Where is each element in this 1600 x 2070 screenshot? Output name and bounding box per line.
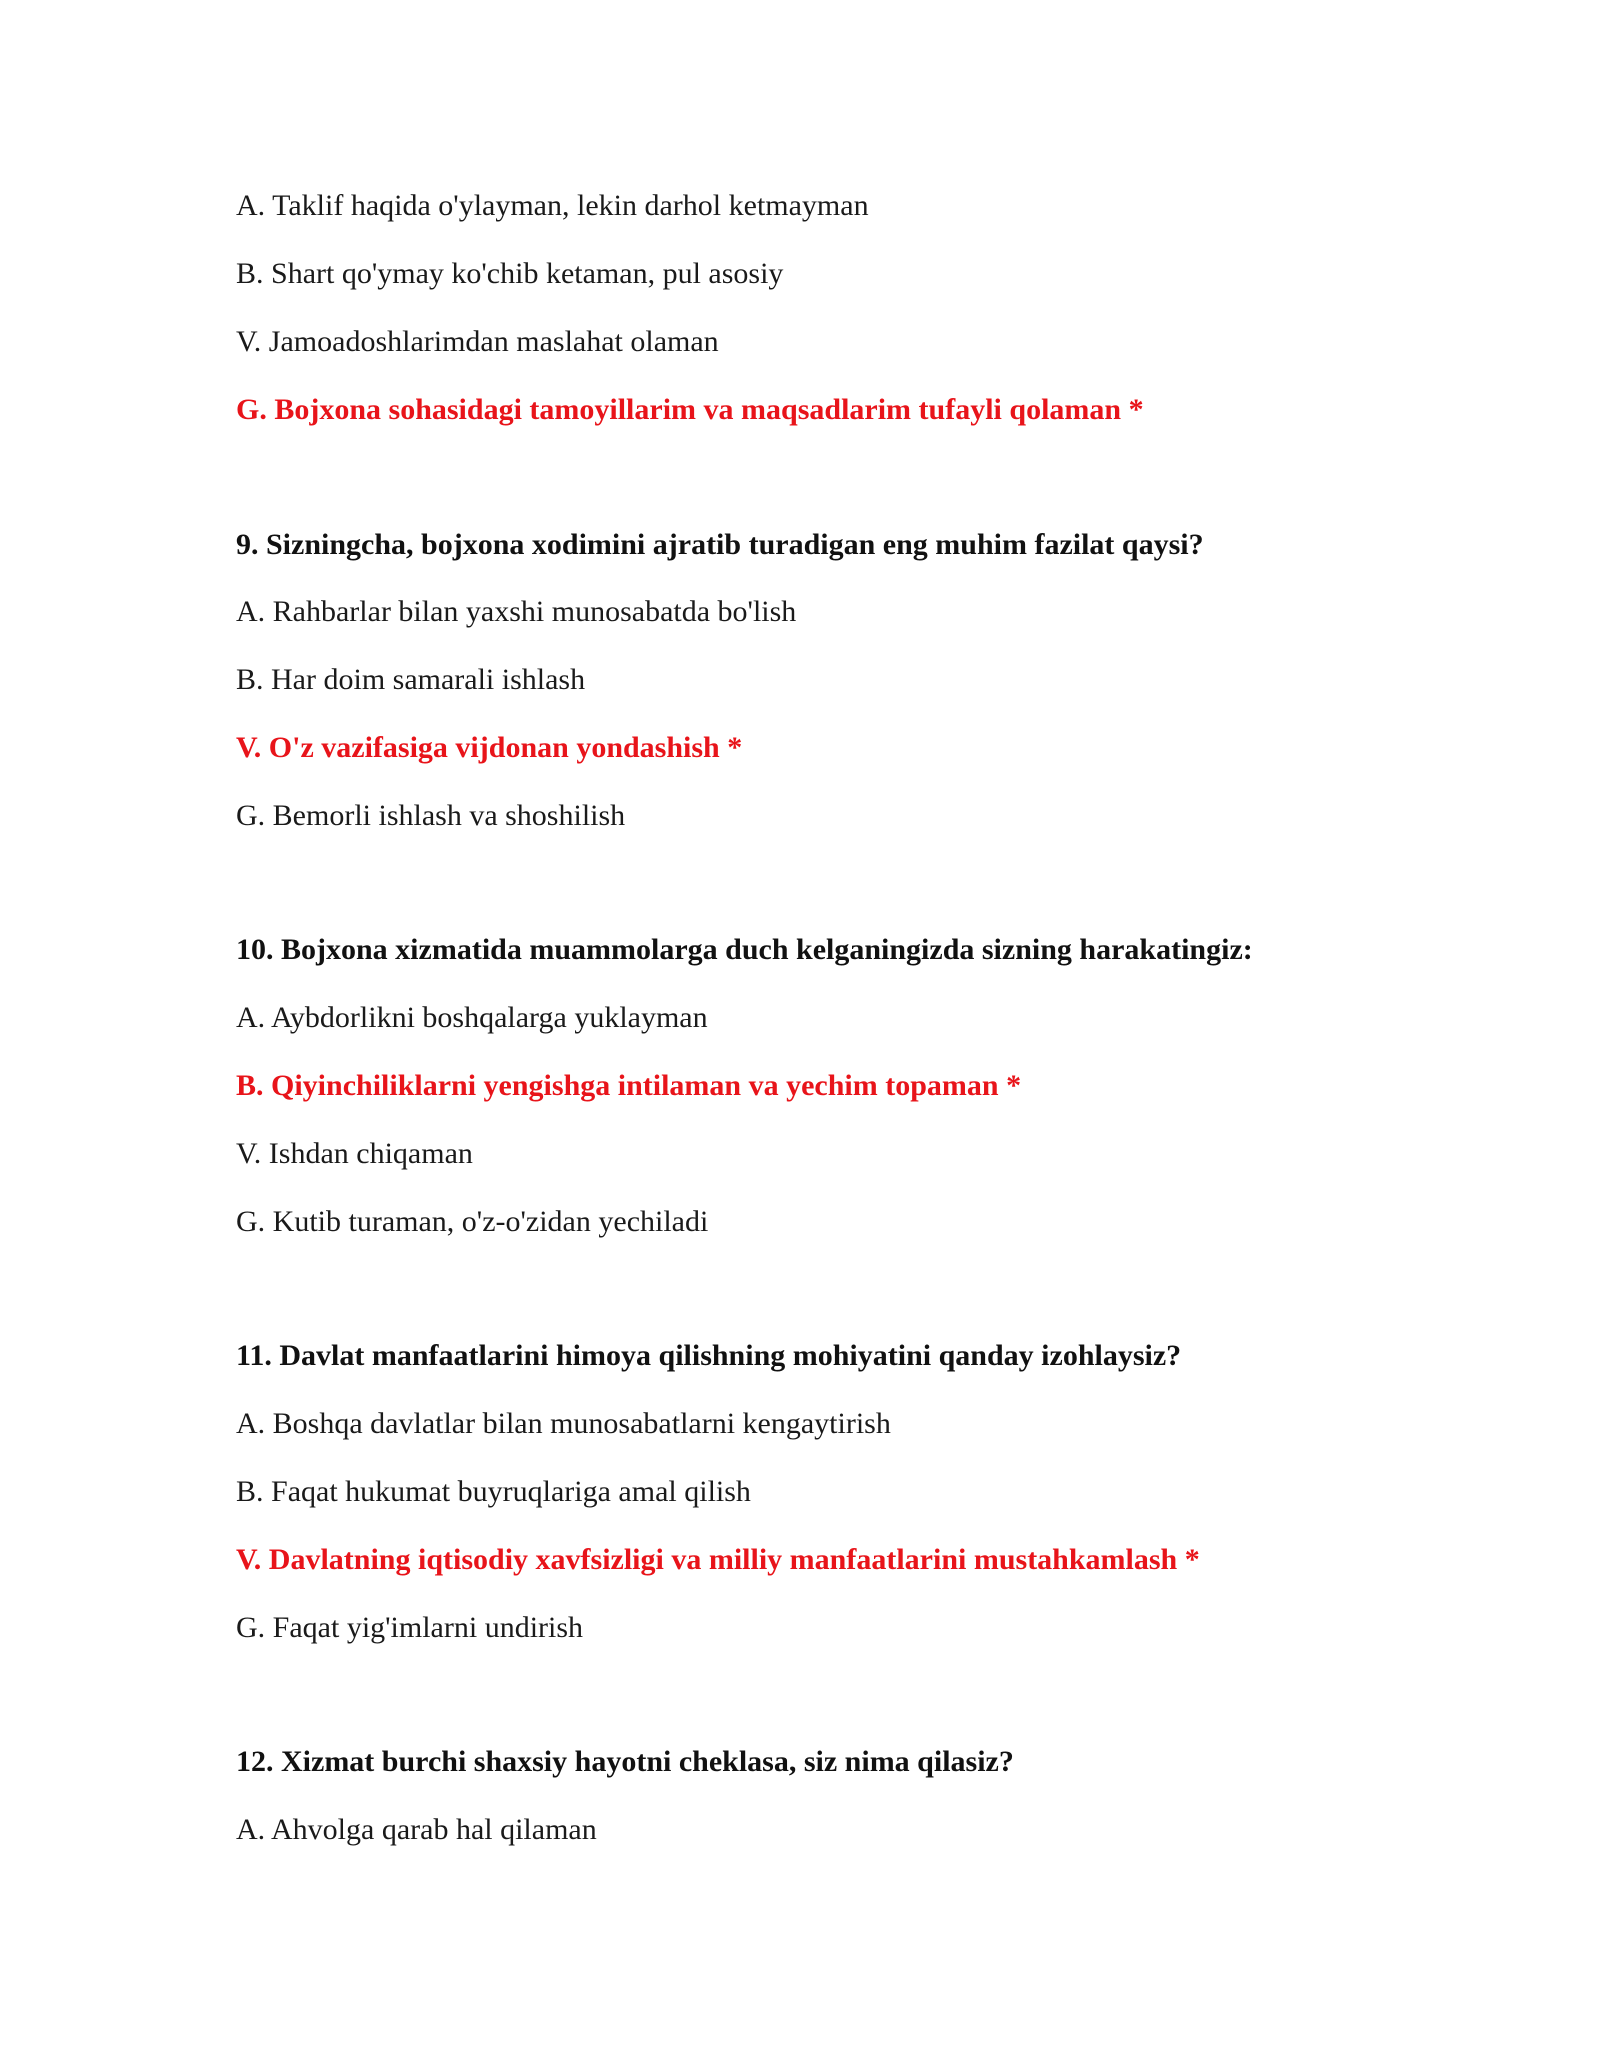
option-a: A. Taklif haqida o'ylayman, lekin darhol ketmayman bbox=[236, 189, 869, 222]
question-title: 10. Bojxona xizmatida muammolarga duch kelganingizda sizning harakatingiz: bbox=[236, 933, 1253, 966]
option-b-correct: B. Qiyinchiliklarni yengishga intilaman va yechim topaman * bbox=[236, 1069, 1022, 1102]
option-b: B. Faqat hukumat buyruqlariga amal qilish bbox=[236, 1475, 751, 1508]
option-a: A. Aybdorlikni boshqalarga yuklayman bbox=[236, 1001, 708, 1034]
option-g-correct: G. Bojxona sohasidagi tamoyillarim va maqsadlarim tufayli qolaman * bbox=[236, 393, 1144, 426]
option-v: V. Ishdan chiqaman bbox=[236, 1137, 473, 1170]
option-b: B. Shart qo'ymay ko'chib ketaman, pul asosiy bbox=[236, 257, 784, 290]
option-a: A. Boshqa davlatlar bilan munosabatlarni kengaytirish bbox=[236, 1407, 891, 1440]
option-v-correct: V. O'z vazifasiga vijdonan yondashish * bbox=[236, 731, 743, 764]
question-title: 9. Sizningcha, bojxona xodimini ajratib turadigan eng muhim fazilat qaysi? bbox=[236, 528, 1204, 561]
option-g: G. Bemorli ishlash va shoshilish bbox=[236, 799, 626, 832]
option-b: B. Har doim samarali ishlash bbox=[236, 663, 586, 696]
option-g: G. Faqat yig'imlarni undirish bbox=[236, 1611, 584, 1644]
question-title: 11. Davlat manfaatlarini himoya qilishning mohiyatini qanday izohlaysiz? bbox=[236, 1339, 1182, 1372]
option-a: A. Ahvolga qarab hal qilaman bbox=[236, 1813, 597, 1846]
option-v: V. Jamoadoshlarimdan maslahat olaman bbox=[236, 325, 719, 358]
question-title: 12. Xizmat burchi shaxsiy hayotni cheklasa, siz nima qilasiz? bbox=[236, 1745, 1014, 1778]
option-a: A. Rahbarlar bilan yaxshi munosabatda bo'lish bbox=[236, 595, 797, 628]
option-g: G. Kutib turaman, o'z-o'zidan yechiladi bbox=[236, 1205, 709, 1238]
option-v-correct: V. Davlatning iqtisodiy xavfsizligi va milliy manfaatlarini mustahkamlash * bbox=[236, 1543, 1200, 1576]
